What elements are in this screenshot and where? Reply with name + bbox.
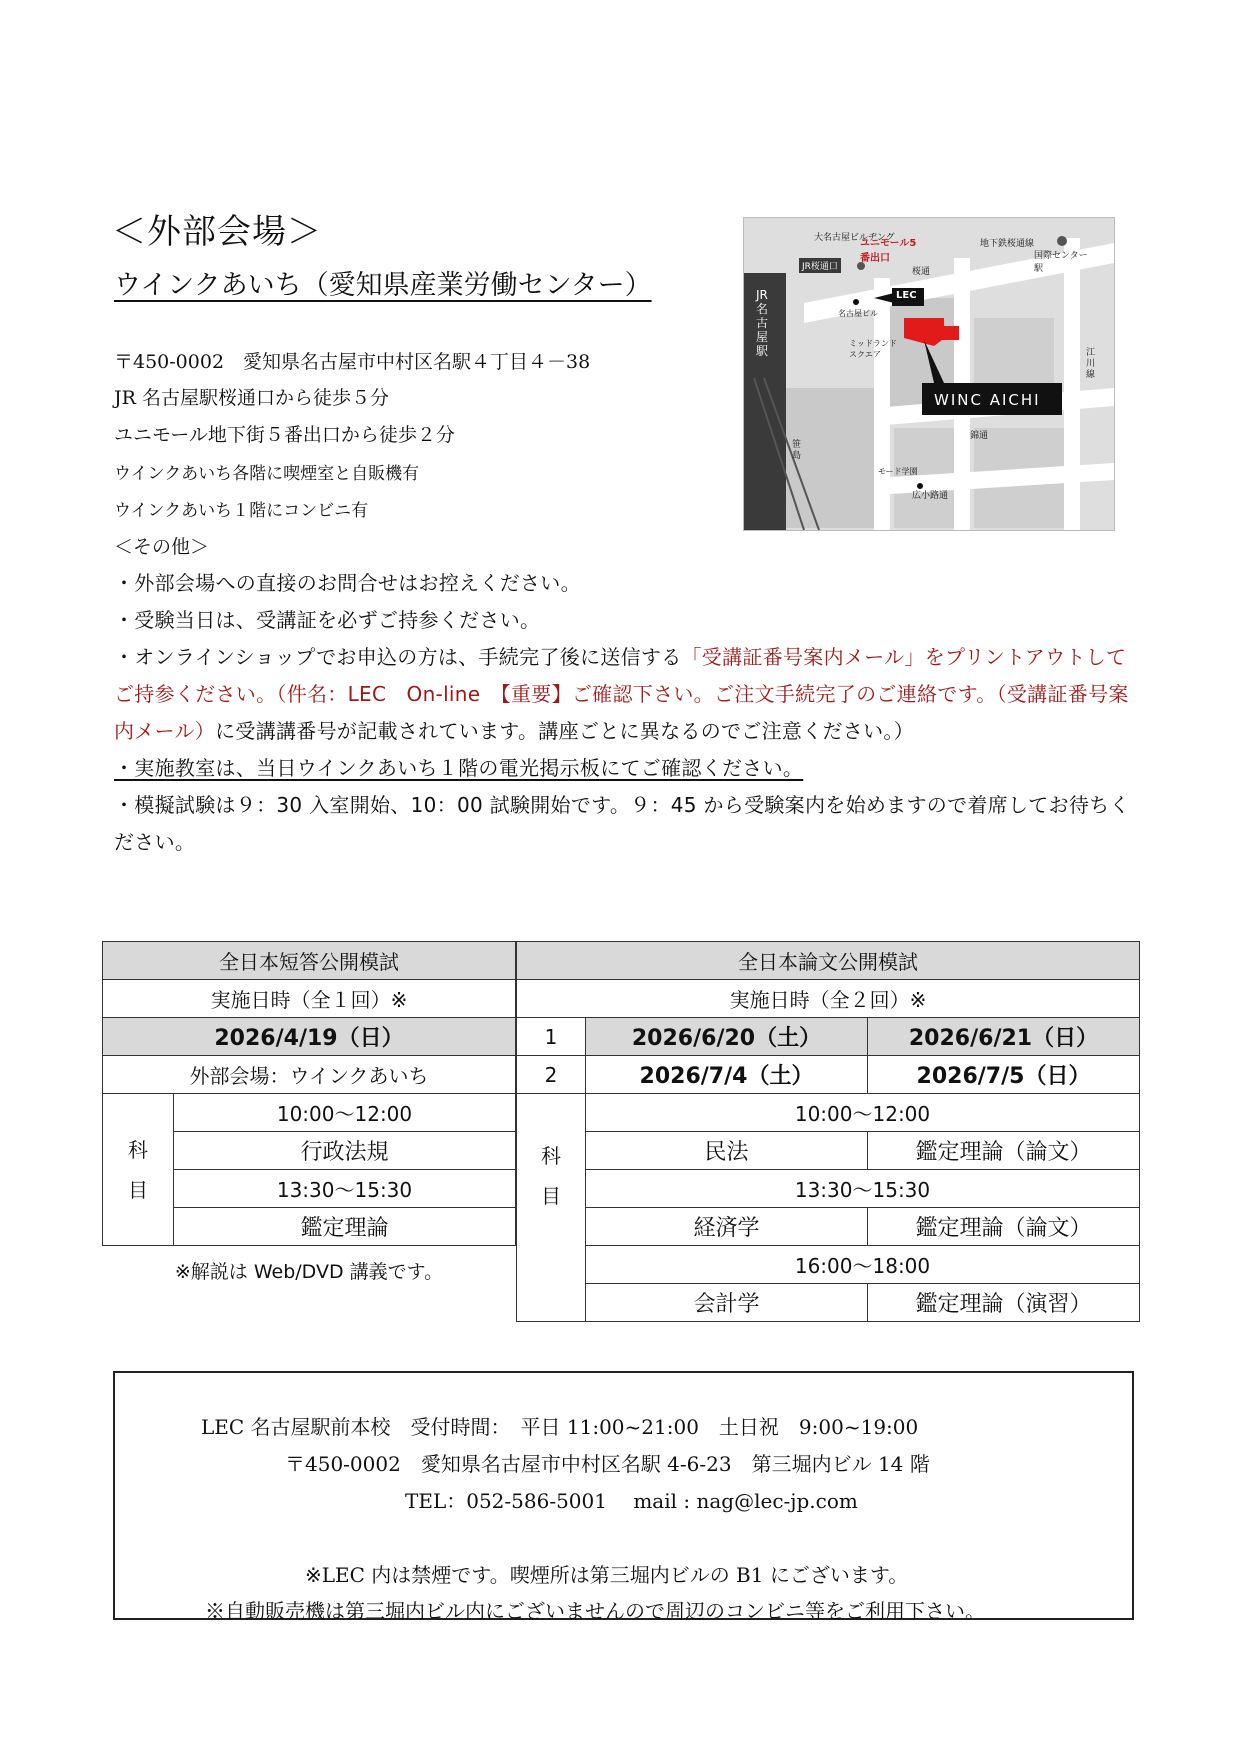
tanto-subject-label	[103, 1094, 174, 1246]
tanto-title: 全日本短答公開模試	[103, 942, 516, 980]
note-online-shop-email: 「受講証番号案内メール」をプリントアウトしてご持参ください。（件名：LEC On-line 【重要】ご確認下さい。ご注文手続完了のご連絡です。（受講証番号案内メール）	[114, 645, 1129, 743]
map-label-lec: LEC	[896, 290, 917, 301]
map-label-wink: WINC AICHI	[934, 391, 1041, 409]
map-label-midland: ミッドランドスクエア	[849, 339, 897, 359]
tanto-slot1-time: 10:00～12:00	[174, 1094, 516, 1132]
tanto-date-header: 実施日時（全１回）※	[103, 980, 516, 1018]
school-address: 〒450-0002 愛知県名古屋市中村区名駅 4-6-23 第三堀内ビル 14 階	[285, 1452, 930, 1476]
map-label-jr-station: JR名古屋駅	[756, 288, 769, 358]
map-label-hirokoji: 広小路通	[912, 491, 949, 501]
ronbun-slot1-time: 10:00～12:00	[586, 1094, 1140, 1132]
ronbun-title: 全日本論文公開模試	[517, 942, 1140, 980]
map-label-sasashima: 笹島	[792, 440, 802, 461]
map-label-subway: 地下鉄桜通線	[980, 239, 1035, 249]
ronbun-slot2-s1: 経済学	[586, 1208, 868, 1246]
school-contact: TEL：052-586-5001 mail : nag@lec-jp.com	[405, 1489, 858, 1513]
access-unimall: ユニモール地下街５番出口から徒歩２分	[114, 424, 455, 446]
ronbun-slot3-time: 16:00～18:00	[586, 1246, 1140, 1284]
ronbun-date-header: 実施日時（全２回）※	[517, 980, 1140, 1018]
map-label-mode: モード学園	[878, 467, 918, 476]
school-info-box	[113, 1371, 1134, 1623]
note-online-shop	[114, 639, 1134, 750]
facility-smoking: ウインクあいち各階に喫煙室と自販機有	[114, 464, 420, 484]
map-label-kokusai: 国際センター駅	[1034, 251, 1088, 274]
tanto-venue: 外部会場：ウインクあいち	[103, 1056, 516, 1094]
tanto-date: 2026/4/19（日）	[103, 1018, 516, 1056]
note-online-shop-text: ・オンラインショップでお申込の方は、手続完了後に送信する	[114, 645, 682, 669]
ronbun-slot1-s2: 鑑定理論（論文）	[868, 1132, 1140, 1170]
venue-address: 〒450-0002 愛知県名古屋市中村区名駅４丁目４－38	[114, 351, 591, 373]
access-jr: JR 名古屋駅桜通口から徒歩５分	[114, 387, 389, 409]
map-label-nishiki: 錦通	[970, 431, 989, 441]
tanto-note: ※解説は Web/DVD 講義です。	[174, 1261, 444, 1283]
section-heading: ＜外部会場＞	[112, 212, 322, 252]
ronbun-round2-day2: 2026/7/5（日）	[868, 1056, 1140, 1094]
ronbun-round1-day2: 2026/6/21（日）	[868, 1018, 1140, 1056]
note-online-shop-tail: に受講講番号が記載されています。講座ごとに異なるのでご注意ください。）	[215, 719, 915, 743]
tanto-slot2-time: 13:30～15:30	[174, 1170, 516, 1208]
map-label-nagoya-bldg: 名古屋ビル	[838, 309, 878, 318]
map-label-horikawa: 江川線	[1086, 348, 1096, 380]
note-inquiry: ・外部会場への直接のお問合せはお控えください。	[114, 571, 581, 595]
tanto-slot2-subject: 鑑定理論	[174, 1208, 516, 1246]
ronbun-slot1-s1: 民法	[586, 1132, 868, 1170]
ronbun-slot2-time: 13:30～15:30	[586, 1170, 1140, 1208]
tanto-slot1-subject: 行政法規	[174, 1132, 516, 1170]
ronbun-subject-text: 科目	[541, 1144, 561, 1208]
ronbun-round1-no: 1	[517, 1018, 586, 1056]
ronbun-round1-day1: 2026/6/20（土）	[586, 1018, 868, 1056]
ronbun-slot3-s2: 鑑定理論（演習）	[868, 1284, 1140, 1322]
venue-map	[743, 217, 1115, 531]
venue-title: ウインクあいち（愛知県産業労働センター）	[114, 270, 652, 301]
ronbun-subject-label	[517, 1094, 586, 1322]
vending-notice: ※自動販売機は第三堀内ビル内にございませんので周辺のコンビニ等をご利用下さい。	[205, 1599, 985, 1623]
school-hours: LEC 名古屋駅前本校 受付時間： 平日 11:00~21:00 土日祝 9:00~19:00	[201, 1415, 919, 1439]
note-exam-time: ・模擬試験は９：30 入室開始、10：00 試験開始です。９：45 から受験案内を始めますので着席してお待ちください。	[114, 793, 1130, 854]
others-heading: ＜その他＞	[114, 536, 210, 558]
smoking-notice: ※LEC 内は禁煙です。喫煙所は第三堀内ビルの B1 にございます。	[305, 1563, 909, 1587]
ronbun-round2-no: 2	[517, 1056, 586, 1094]
map-label-sakura: 桜通	[912, 267, 931, 277]
map-label-jr-gate: JR桜通口	[799, 258, 841, 273]
facility-convenience: ウインクあいち１階にコンビニ有	[114, 501, 369, 521]
ronbun-round2-day1: 2026/7/4（土）	[586, 1056, 868, 1094]
map-label-building: 大名古屋ビルヂング	[814, 233, 895, 243]
map-label-unimall: ユニモール5番出口	[860, 238, 917, 264]
ronbun-schedule-table	[516, 941, 1140, 1322]
ronbun-slot2-s2: 鑑定理論（論文）	[868, 1208, 1140, 1246]
note-classroom: ・実施教室は、当日ウインクあいち１階の電光掲示板にてご確認ください。	[114, 756, 804, 780]
notes-block	[114, 565, 1134, 861]
tanto-subject-text: 科目	[128, 1137, 148, 1202]
note-bring-ticket: ・受験当日は、受講証を必ずご持参ください。	[114, 608, 541, 632]
tanto-schedule-table	[102, 941, 516, 1246]
ronbun-slot3-s1: 会計学	[586, 1284, 868, 1322]
